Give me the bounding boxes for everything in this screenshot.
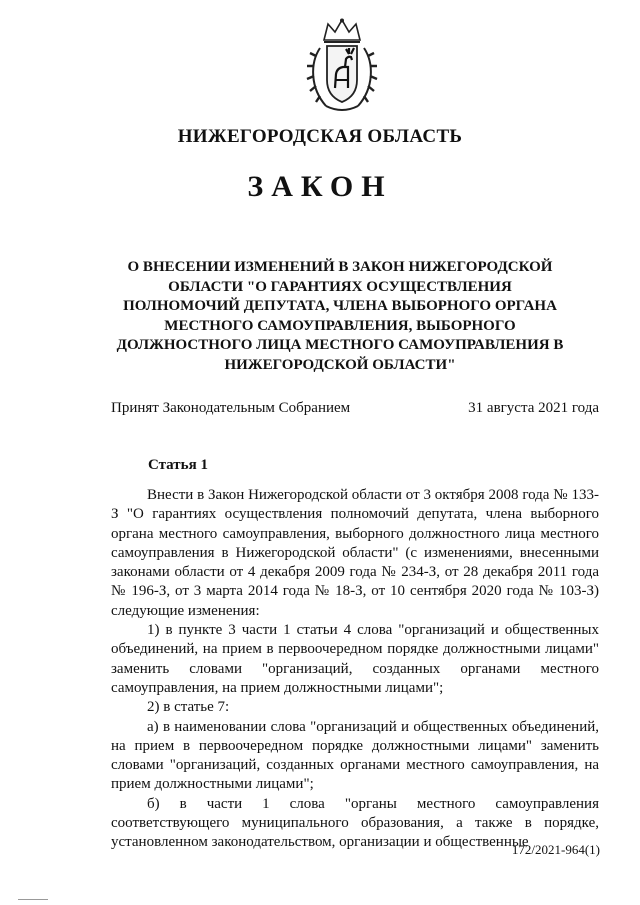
scan-artifact — [18, 899, 48, 900]
document-type: ЗАКОН — [247, 170, 393, 203]
paragraph: 2) в статье 7: — [147, 699, 230, 716]
region-name: НИЖЕГОРОДСКАЯ ОБЛАСТЬ — [177, 126, 463, 147]
article-body — [111, 486, 599, 853]
law-title: О ВНЕСЕНИИ ИЗМЕНЕНИЙ В ЗАКОН НИЖЕГОРОДСКОЙ ОБЛАСТИ "О ГАРАНТИЯХ ОСУЩЕСТВЛЕНИЯ ПОЛНОМОЧИЙ ДЕПУТАТА, ЧЛЕНА ВЫБОРНОГО ОРГАНА МЕСТНОГО САМОУПРАВЛЕНИЯ, ВЫБОРНОГО ДОЛЖНОСТНОГО ЛИЦА МЕСТНОГО САМОУПРАВЛЕНИЯ В НИЖЕГОРОДСКОЙ ОБЛАСТИ" — [116, 259, 564, 373]
article-heading: Статья 1 — [148, 457, 208, 473]
adoption-label: Принят Законодательным Собранием — [111, 400, 351, 416]
paragraph: Внести в Закон Нижегородской области от 3 октября 2008 года № 133-З "О гарантиях осуществления полномочий депутата, члена выборного органа местного самоуправления, выборного должностного лица местного самоуправления в Нижегородской области" (с изменениями, внесенными законами области от 4 декабря 2009 года № 234-З, от 28 декабря 2011 года № 196-З, от 3 марта 2014 года № 18-З, от 10 сентября 2020 года № 103-З) следующие изменения: — [111, 487, 599, 619]
adoption-line — [111, 400, 599, 417]
paragraph: 1) в пункте 3 части 1 статьи 4 слова "организаций и общественных объединений, на прием в первоочередном порядке должностными лицами" заменить словами "организаций, созданных органами местного самоуправления, на прием должностными лицами"; — [111, 622, 599, 696]
paragraph: а) в наименовании слова "организаций и общественных объединений, на прием в первоочередном порядке должностными лицами" заменить словами "организаций, созданных органами местного самоуправления, на прием должностными лицами"; — [111, 718, 599, 793]
document-reference-number: 172/2021-964(1) — [511, 842, 600, 857]
coat-of-arms-icon — [302, 18, 382, 116]
adoption-date: 31 августа 2021 года — [468, 400, 599, 416]
paragraph: б) в части 1 слова "органы местного самоуправления соответствующего муниципального образования, а также в порядке, установленном законодательством, организации и общественные — [111, 795, 599, 851]
